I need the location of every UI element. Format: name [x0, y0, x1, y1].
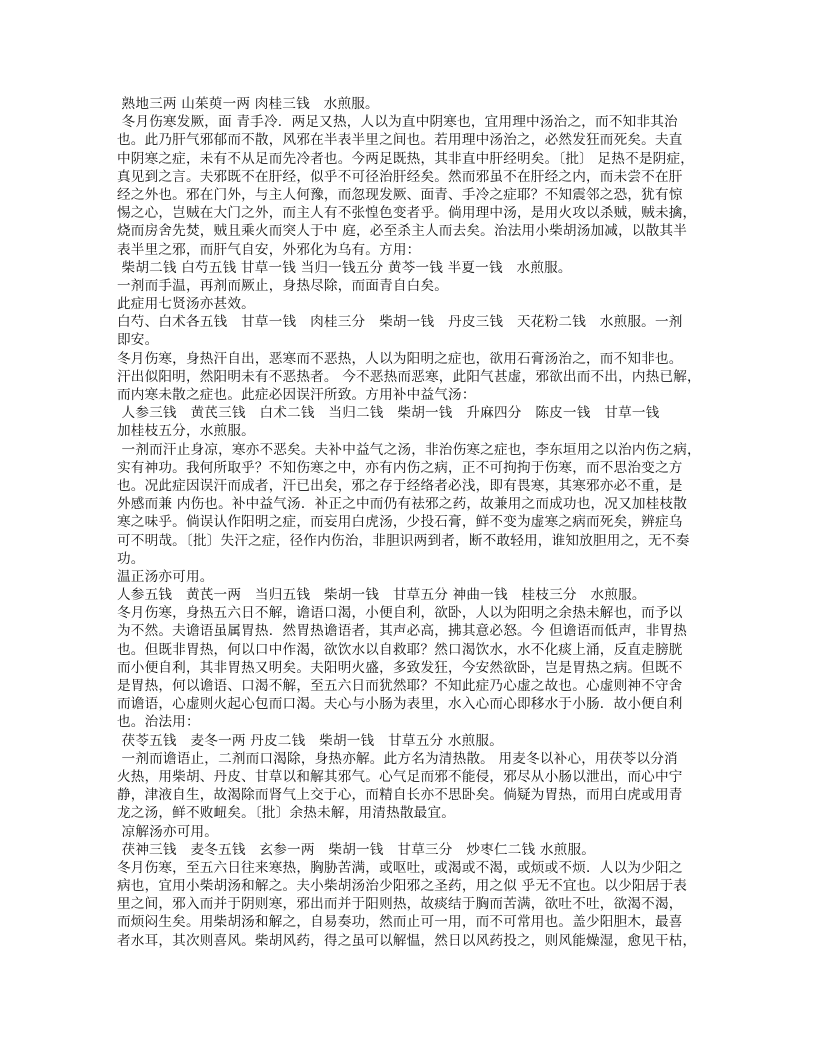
text-line: 也。况此症因误汗而成者，汗已出矣，邪之存于经络者必浅，即有畏寒，其寒邪亦必不重，是 [117, 477, 683, 494]
text-line: 而烦闷生矣。用柴胡汤和解之，自易奏功，然而止可一用，而不可常用也。盖少阳胆木，最喜 [117, 914, 683, 931]
text-line: 烧而房舍先焚，贼且乘火而突人于中 庭，必至杀主人而去矣。治法用小柴胡汤加减，以散其半 [117, 223, 688, 240]
text-line: 外感而兼 内伤也。补中益气汤．补正之中而仍有祛邪之药，故兼用之而成功也，况又加桂枝散 [117, 496, 688, 513]
text-line: 人参三钱 黄芪三钱 白术二钱 当归二钱 柴胡一钱 升麻四分 陈皮一钱 甘草一钱 [117, 405, 660, 422]
text-line: 加桂枝五分，水煎服。 [117, 423, 255, 440]
text-line: 龙之汤，鲜不败衄矣。〔批〕余热未解，用清热散最宜。 [117, 805, 456, 822]
text-line: 柴胡二钱 白芍五钱 甘草一钱 当归一钱五分 黄芩一钱 半夏一钱 水煎服。 [117, 259, 572, 276]
text-line: 也。但既非胃热，何以口中作渴，欲饮水以自救耶？然口渴饮水，水不化痰上涌，反直走膀胱 [117, 641, 683, 658]
text-line: 为不然。夫谵语虽属胃热．然胃热谵语者，其声必高，拂其意必怒。今 但谵语而低声，非胃热 [117, 623, 688, 640]
text-line: 熟地三两 山茱萸一两 肉桂三钱 水煎服。 [117, 96, 379, 112]
text-line: 中阴寒之症，未有不从足而先冷者也。今两足既热，其非直中肝经明矣。〔批〕 足热不是阴症， [117, 150, 695, 167]
text-line: 里之间，邪入而并于阴则寒，邪出而并于阳则热，故痰结于胸而苦满，欲吐不吐，欲渴不渴， [117, 896, 683, 913]
text-line: 人参五钱 黄芪一两 当归五钱 柴胡一钱 甘草五分 神曲一钱 桂枝三分 水煎服。 [117, 587, 646, 604]
text-line: 火热，用柴胡、丹皮、甘草以和解其邪气。心气足而邪不能侵，邪尽从小肠以泄出，而心中宁 [117, 768, 683, 785]
text-line: 是胃热，何以谵语、口渴不解，至五六日而犹然耶？不知此症乃心虚之故也。心虚则神不守舍 [117, 678, 683, 694]
text-line: 温正汤亦可用。 [117, 568, 214, 585]
text-line: 经之外也。邪在门外，与主人何豫，而忽现发厥、面青、手冷之症耶？不知震邻之恐，犹有惊 [117, 186, 683, 203]
text-line: 一剂而谵语止，二剂而口渴除，身热亦解。此方名为清热散。 用麦冬以补心，用茯苓以分消 [117, 750, 678, 767]
text-line: 功。 [117, 550, 145, 567]
text-line: 实有神功。我何所取乎？不知伤寒之中，亦有内伤之病，正不可拘拘于伤寒，而不思治变之方 [117, 459, 683, 476]
text-line: 也。治法用： [117, 714, 200, 731]
text-line: 惕之心，岂贼在大门之外，而主人有不张惶色变者乎。倘用理中汤，是用火攻以杀贼，贼未擒， [117, 205, 697, 222]
text-line: 静，津液自生，故渴除而肾气上交于心，而精自长亦不思卧矣。倘疑为胃热，而用白虎或用青 [117, 787, 683, 804]
text-line: 而内寒未散之症也。此症必因误汗所致。方用补中益气汤： [117, 387, 476, 403]
text-line: 而谵语，心虚则火起心包而口渴。夫心与小肠为表里，水入心而心即移水于小肠．故小便自利 [117, 696, 683, 713]
text-line: 真见到之言。夫邪既不在肝经，似乎不可径治肝经矣。然而邪虽不在肝经之内，而未尝不在肝 [117, 168, 683, 185]
text-line: 即安。 [117, 332, 159, 349]
text-line: 寒之味乎。倘误认作阳明之症，而妄用白虎汤，少投石膏，鲜不变为虚寒之病而死矣，辨症乌 [117, 514, 683, 531]
text-line: 一剂而手温，再剂而厥止，身热尽除，而面青自白矣。 [117, 277, 449, 294]
text-line: 冬月伤寒发厥，面 青手冷．两足又热，人以为直中阴寒也，宜用理中汤治之，而不知非其治 [117, 114, 678, 131]
text-line: 冬月伤寒，至五六日往来寒热，胸胁苦满，或呕吐，或渴或不渴，或烦或不烦．人以为少阳之 [117, 859, 683, 876]
text-line: 一剂而汗止身凉，寒亦不恶矣。夫补中益气之汤，非治伤寒之症也，李东垣用之以治内伤之病， [117, 441, 701, 458]
text-line: 者水耳，其次则喜风。柴胡风药，得之虽可以解愠，然日以风药投之，则风能燥湿，愈见干枯， [117, 932, 697, 949]
text-line: 白芍、白术各五钱 甘草一钱 肉桂三分 柴胡一钱 丹皮三钱 天花粉二钱 水煎服。一剂 [117, 314, 683, 331]
text-line: 表半里之邪，而肝气自安，外邪化为乌有。方用： [117, 241, 421, 258]
text-line: 而小便自利，其非胃热又明矣。夫阳明火盛，多致发狂，今安然欲卧，岂是胃热之病。但既不 [117, 659, 683, 676]
text-line: 冬月伤寒，身热汗自出，恶寒而不恶热，人以为阳明之症也，欲用石膏汤治之，而不知非也。 [117, 350, 683, 367]
document-page [117, 95, 717, 950]
text-line: 也。此乃肝气邪郁而不散，风邪在半表半里之间也。若用理中汤治之，必然发狂而死矣。夫直 [117, 132, 683, 149]
text-line: 茯苓五钱 麦冬一两 丹皮二钱 柴胡一钱 甘草五分 水煎服。 [117, 732, 503, 749]
text-line: 凉解汤亦可用。 [117, 823, 219, 840]
text-line: 汗出似阳明，然阳明未有不恶热者。 今不恶热而恶寒，此阳气甚虚，邪欲出而不出，内热已解， [117, 368, 701, 385]
text-line: 茯神三钱 麦冬五钱 玄参一两 柴胡一钱 甘草三分 炒枣仁二钱 水煎服。 [117, 841, 596, 858]
text-line: 病也，宜用小柴胡汤和解之。夫小柴胡汤治少阳邪之圣药，用之似 乎无不宜也。以少阳居于表 [117, 878, 688, 895]
text-line: 此症用七贤汤亦甚效。 [117, 296, 255, 313]
text-line: 冬月伤寒，身热五六日不解，谵语口渴，小便自利，欲卧，人以为阳明之余热未解也，而予以 [117, 605, 683, 622]
text-line: 可不明哉。〔批〕失汗之症，径作内伤治，非胆识两到者，断不敢轻用，谁知放胆用之，无不奏 [117, 532, 690, 549]
